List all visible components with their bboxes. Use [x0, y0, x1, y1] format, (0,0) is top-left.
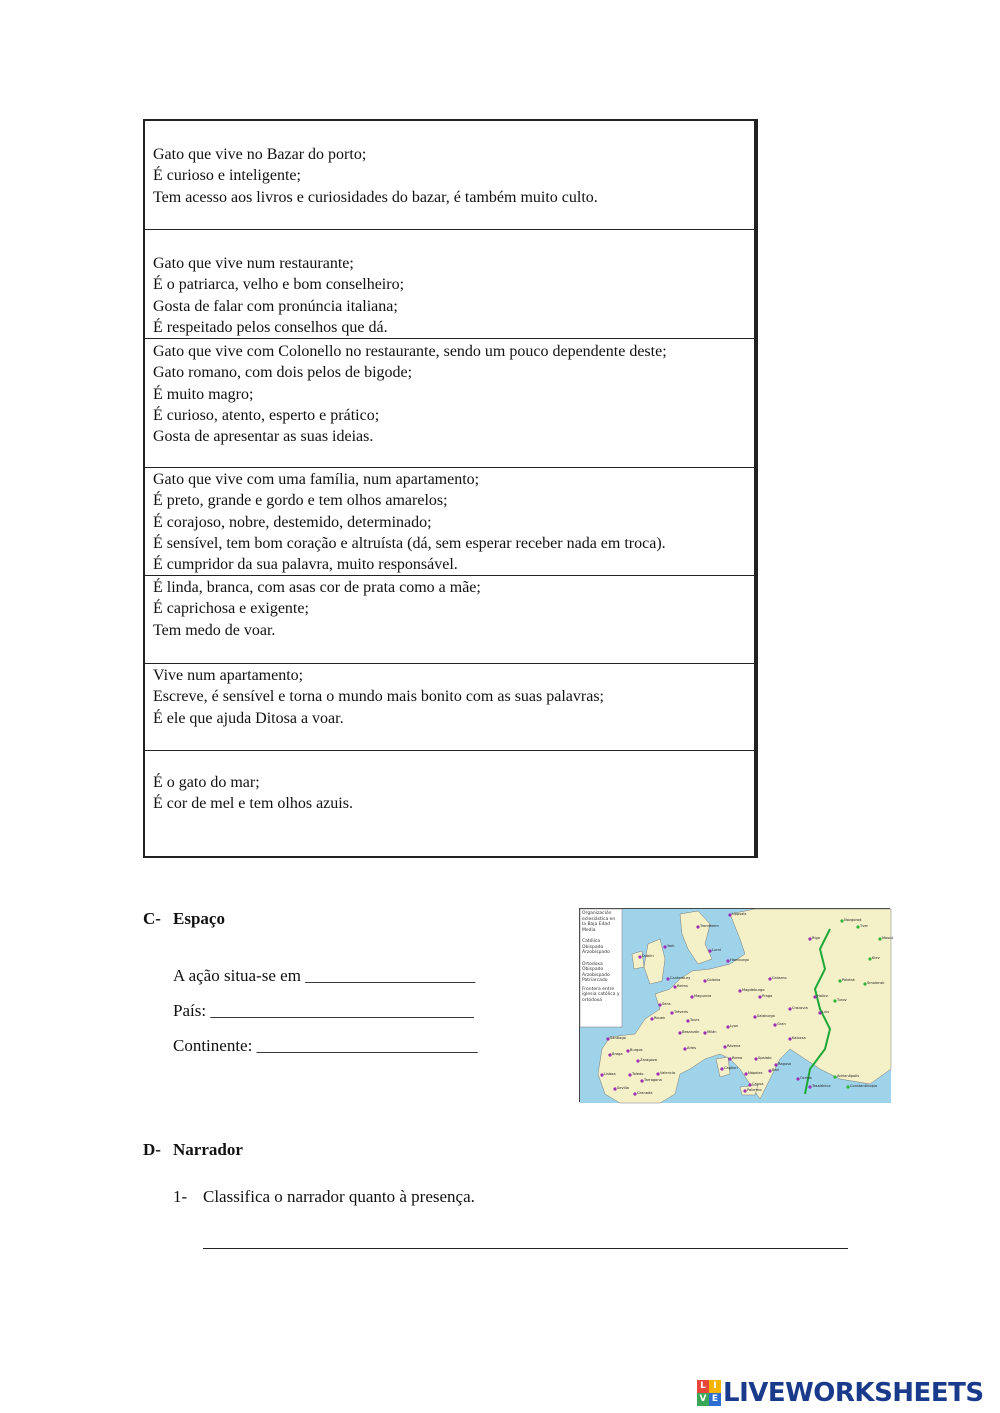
city-label: Sens [662, 1002, 671, 1006]
city-label: Kiev [872, 956, 880, 960]
brand-logo-icon [697, 1380, 721, 1406]
cell-line: Gato que vive num restaurante; [153, 255, 354, 272]
cell-line: É cor de mel e tem olhos azuis. [153, 795, 353, 813]
city-label: Lyon [730, 1024, 739, 1028]
brand-text: LIVEWORKSHEETS [723, 1378, 984, 1408]
section-title: Narrador [173, 1140, 243, 1159]
city-label: Moscú [882, 936, 894, 940]
logo-letter: E [709, 1393, 721, 1406]
country-field[interactable] [173, 1001, 474, 1021]
city-label: Santiago [610, 1036, 626, 1040]
city-label: Praga [762, 994, 773, 998]
city-label: Turov [837, 998, 847, 1002]
city-label: Cracovia [792, 1006, 808, 1010]
cell-line: Gato romano, com dois pelos de bigode; [153, 364, 413, 382]
cell-line: Gato que vive com uma família, num apartamento; [153, 471, 480, 488]
cell-line: Tem medo de voar. [153, 621, 276, 639]
character-cell [145, 576, 754, 664]
legend-group: Católica [582, 939, 601, 944]
character-cell [145, 468, 754, 576]
city-label: Rávena [727, 1044, 741, 1048]
city-label: Canterbury [670, 976, 691, 980]
city-label: Colonia [707, 978, 721, 982]
cell-line: É o patriarca, velho e bom conselheiro; [153, 276, 405, 294]
map-legend [582, 911, 620, 1003]
city-label: Lisboa [604, 1072, 616, 1076]
city-label: Adrianópolis [837, 1074, 860, 1078]
cell-line: É sensível, tem bom coração e altruísta (dá, sem esperar receber nada em troca). [153, 534, 666, 552]
city-label: Gniezno [772, 976, 787, 980]
question-1 [173, 1187, 475, 1207]
city-label: Magdeburgo [742, 988, 765, 992]
cell-line: Gato que vive no Bazar do porto; [153, 146, 367, 163]
section-title: Espaço [173, 909, 225, 928]
city-label: Lund [712, 948, 721, 952]
character-cell [145, 230, 754, 339]
cell-line: É cumpridor da sua palavra, muito responsável. [153, 556, 458, 574]
city-label: Burgos [630, 1048, 643, 1052]
legend-group: Ortodoxa [582, 961, 603, 967]
city-label: Tréveris [674, 1010, 688, 1014]
characters-table [143, 119, 758, 858]
city-label: Spalato [758, 1056, 772, 1060]
field-label: Continente: [173, 1036, 253, 1055]
cell-line: É linda, branca, com asas cor de prata como a mãe; [153, 579, 481, 596]
location-field[interactable] [173, 966, 475, 986]
city-label: Bari [772, 1068, 780, 1072]
cell-line: É o gato do mar; [153, 774, 260, 791]
city-label: Toledo [632, 1072, 644, 1076]
cell-line: É preto, grande e gordo e tem olhos amarelos; [153, 492, 448, 510]
city-label: Reims [677, 984, 688, 988]
city-label: Braga [612, 1052, 623, 1056]
cell-line: Gosta de falar com pronúncia italiana; [153, 297, 398, 315]
field-label: País: [173, 1001, 207, 1020]
legend-item: Frontera entre iglesia católica y ortodoxa [582, 986, 620, 1003]
city-label: Tours [690, 1018, 700, 1022]
legend-item: Obispado [582, 944, 604, 950]
legend-item: Obispado [582, 967, 604, 972]
logo-letter: L [697, 1380, 709, 1393]
city-label: Gran [777, 1022, 786, 1026]
city-label: Smolensk [867, 981, 885, 985]
logo-letter: I [709, 1380, 721, 1393]
city-label: Hamburgo [730, 958, 749, 962]
city-label: Uppsala [732, 912, 747, 916]
legend-item: Arzobispado [582, 972, 610, 978]
legend-item: Patriarcado [582, 978, 608, 983]
cell-line: É muito magro; [153, 385, 254, 403]
city-label: Valencia [660, 1071, 676, 1075]
city-label: Granada [637, 1091, 653, 1095]
city-label: Rouen [654, 1016, 666, 1020]
question-number: 1- [173, 1187, 188, 1206]
city-label: Milán [707, 1030, 717, 1034]
cell-line: Gato que vive com Colonello no restaurante, sendo um pouco dependente deste; [153, 343, 667, 360]
city-label: Polotsk [842, 978, 855, 982]
city-label: Kalocsa [792, 1036, 806, 1040]
city-label: Maguncia [694, 994, 712, 998]
section-d-heading [143, 1140, 243, 1160]
city-label: Trondheim [700, 924, 719, 928]
city-label: Halicz [817, 994, 828, 998]
cell-line: Escreve, é sensível e torna o mundo mais bonito com as suas palavras; [153, 688, 604, 706]
blank-line[interactable]: __________________________ [256, 1036, 478, 1055]
cell-line: É curioso, atento, esperto e prático; [153, 406, 380, 424]
continent-field[interactable] [173, 1036, 478, 1056]
city-label: Tesalónica [812, 1084, 831, 1088]
liveworksheets-brand[interactable] [697, 1379, 984, 1407]
city-label: Ocrida [800, 1076, 812, 1080]
city-label: Tarragona [644, 1078, 662, 1082]
character-cell [145, 751, 754, 856]
section-number: D- [143, 1140, 161, 1159]
field-label: A ação situa-se em [173, 966, 301, 985]
cell-line: É respeitado pelos conselhos que dá. [153, 318, 388, 336]
question-text: Classifica o narrador quanto à presença. [203, 1187, 475, 1206]
city-label: Lviv [822, 1010, 830, 1014]
section-number: C- [143, 909, 161, 928]
blank-line[interactable]: ____________________ [305, 966, 476, 985]
city-label: Capua [752, 1082, 764, 1086]
city-label: Zaragoza [640, 1058, 657, 1062]
cell-line: É curioso e inteligente; [153, 167, 301, 185]
city-label: Nápoles [748, 1071, 763, 1075]
city-label: Sevilla [617, 1086, 629, 1090]
logo-letter: V [697, 1393, 709, 1406]
character-cell [145, 664, 754, 751]
city-label: York [667, 944, 675, 948]
section-c-heading [143, 909, 225, 929]
character-cell [145, 339, 754, 468]
cell-line: Tem acesso aos livros e curiosidades do bazar, é também muito culto. [153, 188, 598, 206]
city-label: Cagliari [724, 1066, 738, 1070]
europe-map [579, 908, 894, 1102]
legend-title: Organización eclesiástica en la Baja Edad Media [582, 911, 616, 933]
cell-line: É corajoso, nobre, destemido, determinado; [153, 513, 432, 531]
cell-line: Gosta de apresentar as suas ideias. [153, 428, 374, 446]
answer-line[interactable] [203, 1248, 848, 1249]
city-label: Riga [812, 936, 820, 940]
cell-line: É ele que ajuda Ditosa a voar. [153, 709, 344, 727]
character-cell [145, 121, 754, 230]
city-label: Palermo [747, 1088, 762, 1092]
city-label: Constantinopla [850, 1084, 878, 1088]
city-label: Ragusa [778, 1062, 792, 1066]
city-label: Tver [860, 924, 869, 928]
city-label: Arles [687, 1046, 697, 1050]
cell-line: É caprichosa e exigente; [153, 600, 309, 618]
legend-item: Arzobispado [582, 950, 610, 955]
city-label: Roma [732, 1056, 743, 1060]
city-label: Salzburgo [757, 1014, 775, 1018]
city-label: Dublin [642, 954, 654, 958]
blank-line[interactable]: _______________________________ [210, 1001, 474, 1020]
cell-line: Vive num apartamento; [153, 667, 304, 684]
city-label: Novgorod [844, 918, 862, 922]
city-label: Besanzón [682, 1030, 700, 1034]
